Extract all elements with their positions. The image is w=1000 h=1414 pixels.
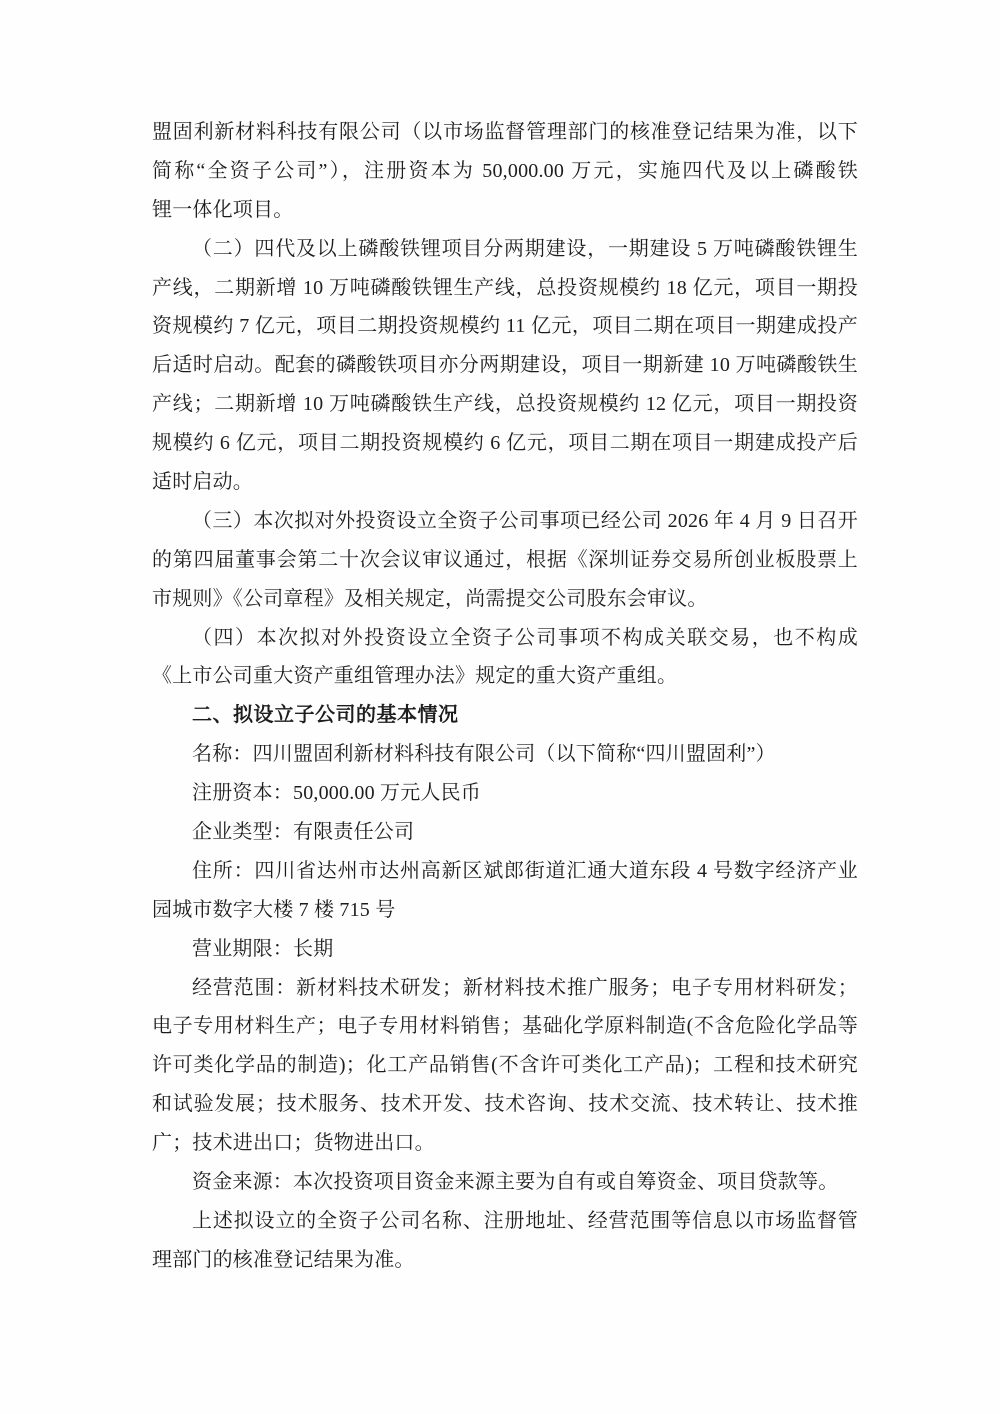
text-line: 锂一体化项目。 bbox=[152, 198, 294, 221]
text-line: 和试验发展；技术服务、技术开发、技术咨询、技术交流、技术转让、技术推 bbox=[152, 1093, 858, 1116]
text-line: 经营范围：新材料技术研发；新材料技术推广服务；电子专用材料研发； bbox=[192, 976, 858, 999]
text-line: 规模约 6 亿元，项目二期投资规模约 6 亿元，项目二期在项目一期建成投产后 bbox=[152, 432, 858, 455]
text-line: 注册资本：50,000.00 万元人民币 bbox=[192, 782, 481, 805]
text-line: 产线；二期新增 10 万吨磷酸铁生产线，总投资规模约 12 亿元，项目一期投资 bbox=[152, 393, 858, 416]
paragraph bbox=[152, 969, 858, 1163]
document-content bbox=[152, 113, 858, 1280]
text-line: 资规模约 7 亿元，项目二期投资规模约 11 亿元，项目二期在项目一期建成投产 bbox=[152, 315, 858, 338]
text-line: 产线，二期新增 10 万吨磷酸铁锂生产线，总投资规模约 18 亿元，项目一期投 bbox=[152, 276, 858, 299]
text-line: 资金来源：本次投资项目资金来源主要为自有或自筹资金、项目贷款等。 bbox=[192, 1171, 839, 1194]
text-line: 理部门的核准登记结果为准。 bbox=[152, 1248, 415, 1271]
paragraph bbox=[152, 735, 858, 774]
text-line: 的第四届董事会第二十次会议审议通过，根据《深圳证券交易所创业板股票上 bbox=[152, 548, 858, 571]
paragraph bbox=[152, 774, 858, 813]
text-line: 许可类化学品的制造)；化工产品销售(不含许可类化工产品)；工程和技术研究 bbox=[152, 1054, 858, 1077]
text-line: （四）本次拟对外投资设立全资子公司事项不构成关联交易，也不构成 bbox=[192, 626, 858, 649]
text-line: 盟固利新材料科技有限公司（以市场监督管理部门的核准登记结果为准，以下 bbox=[152, 121, 858, 143]
paragraph bbox=[152, 1163, 858, 1202]
paragraph bbox=[152, 502, 858, 619]
text-line: 企业类型：有限责任公司 bbox=[192, 821, 415, 844]
text-line: 园城市数字大楼 7 楼 715 号 bbox=[152, 898, 396, 921]
text-line: 电子专用材料生产；电子专用材料销售；基础化学原料制造(不含危险化学品等 bbox=[152, 1015, 858, 1038]
paragraph bbox=[152, 813, 858, 852]
text-line: 《上市公司重大资产重组管理办法》规定的重大资产重组。 bbox=[152, 665, 678, 688]
text-line: 广；技术进出口；货物进出口。 bbox=[152, 1132, 435, 1155]
paragraph bbox=[152, 1202, 858, 1280]
text-line: 住所：四川省达州市达州高新区斌郎街道汇通大道东段 4 号数字经济产业 bbox=[192, 859, 858, 882]
paragraph bbox=[152, 852, 858, 930]
text-line: 简称“全资子公司”），注册资本为 50,000.00 万元，实施四代及以上磷酸铁 bbox=[152, 159, 858, 182]
text-line: 市规则》《公司章程》及相关规定，尚需提交公司股东会审议。 bbox=[152, 587, 708, 610]
text-line: 上述拟设立的全资子公司名称、注册地址、经营范围等信息以市场监督管 bbox=[192, 1209, 858, 1232]
section-heading bbox=[152, 696, 858, 735]
text-line: 二、拟设立子公司的基本情况 bbox=[192, 704, 459, 727]
text-line: （二）四代及以上磷酸铁锂项目分两期建设，一期建设 5 万吨磷酸铁锂生 bbox=[192, 237, 858, 260]
text-line: 后适时启动。配套的磷酸铁项目亦分两期建设，项目一期新建 10 万吨磷酸铁生 bbox=[152, 354, 858, 377]
paragraph bbox=[152, 930, 858, 969]
text-line: 名称：四川盟固利新材料科技有限公司（以下简称“四川盟固利”） bbox=[192, 743, 776, 766]
paragraph bbox=[152, 230, 858, 502]
text-line: 营业期限：长期 bbox=[192, 937, 334, 960]
text-line: 适时启动。 bbox=[152, 471, 253, 494]
paragraph bbox=[152, 113, 858, 230]
paragraph bbox=[152, 619, 858, 697]
text-line: （三）本次拟对外投资设立全资子公司事项已经公司 2026 年 4 月 9 日召开 bbox=[192, 509, 858, 532]
